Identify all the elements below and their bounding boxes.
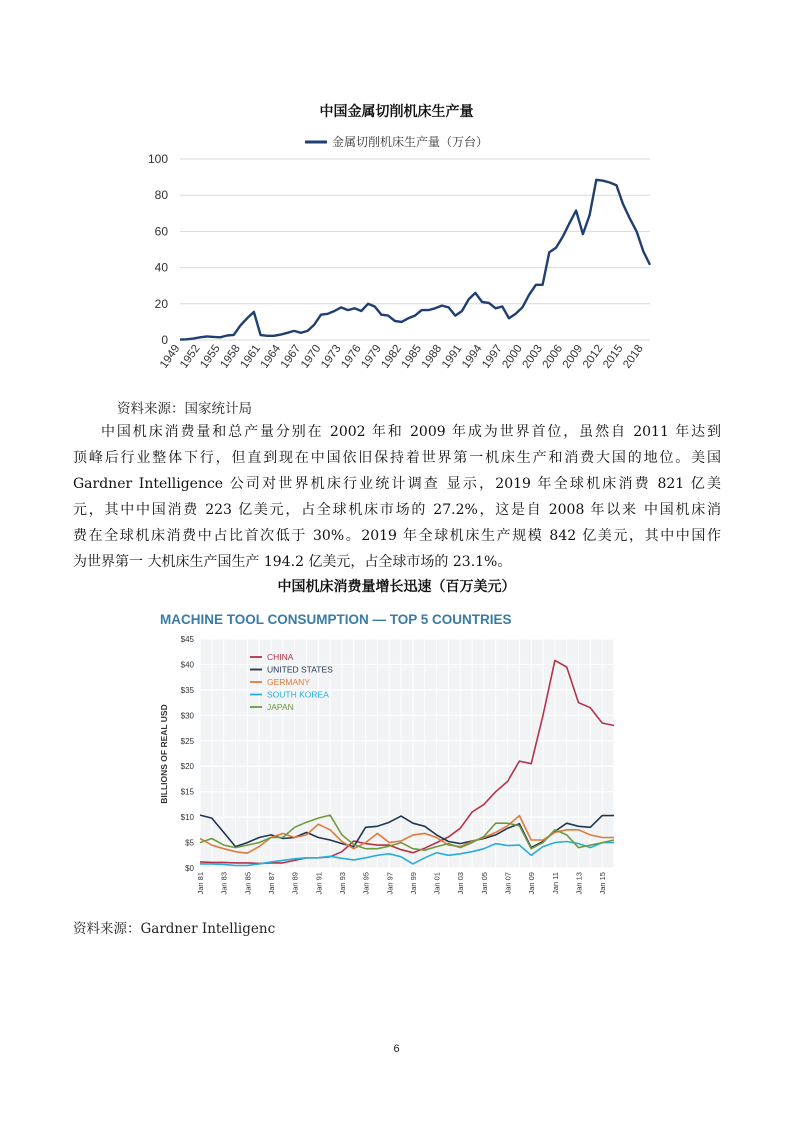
chart1-x-tick-label: 2018	[621, 342, 646, 371]
chart1-y-ticks	[148, 152, 168, 347]
chart1-x-tick-label: 1967	[278, 342, 304, 371]
chart2-x-tick-label: Jan 09	[527, 872, 537, 895]
chart1-x-tick-label: 2015	[601, 342, 626, 371]
chart1-x-ticks	[158, 342, 646, 370]
chart2-x-tick-label: Jan 01	[432, 872, 442, 895]
chart1-x-tick-label: 1988	[419, 342, 445, 371]
chart2-x-tick-label: Jan 13	[574, 872, 584, 895]
chart2-x-tick-label: Jan 05	[479, 872, 489, 895]
chart2-legend-label: SOUTH KOREA	[267, 689, 329, 700]
body-line: 顶峰后行业整体下行，但直到现在中国依旧保持着世界第一机床生产和消费大国的地位。美国	[73, 450, 721, 466]
chart1-x-tick-label: 1961	[238, 342, 264, 371]
chart1-x-tick-label: 2012	[580, 342, 606, 371]
chart2-x-tick-label: Jan 11	[550, 872, 560, 894]
body-line: 费在全球机床消费中占比首次低于 30%。2019 年全球机床生产规模 842 亿美元，其中中国作	[73, 528, 721, 544]
chart1-x-tick-label: 1973	[319, 342, 344, 371]
chart2-y-tick-label: $5	[185, 838, 194, 848]
chart1-x-tick-label: 1952	[178, 342, 203, 371]
chart2-x-tick-label: Jan 83	[219, 872, 229, 895]
body-line: Gardner Intelligence 公司对世界机床行业统计调查 显示，2019 年全球机床消费 821 亿美	[73, 476, 721, 492]
chart1-legend-label: 金属切削机床生产量（万台）	[332, 135, 489, 149]
chart1-x-tick-label: 1970	[298, 342, 324, 371]
chart1-x-tick-label: 1955	[198, 342, 223, 371]
chart1-y-tick-label: 80	[154, 188, 168, 203]
chart1-source: 资料来源：国家统计局	[117, 401, 252, 417]
chart2-x-tick-label: Jan 95	[361, 872, 371, 895]
body-line: 元，其中中国消费 223 亿美元，占全球机床市场的 27.2%，这是自 2008 年以来 中国机床消	[73, 502, 721, 518]
chart1-gridlines	[180, 159, 650, 340]
chart2-y-tick-label: $10	[180, 813, 194, 823]
chart2-y-tick-label: $20	[180, 762, 194, 772]
chart2-x-tick-label: Jan 15	[598, 872, 608, 895]
chart1-x-tick-label: 2003	[520, 342, 546, 371]
chart2-x-tick-label: Jan 07	[503, 872, 513, 895]
chart1-legend	[305, 134, 488, 149]
chart2-y-tick-label: $30	[180, 711, 194, 721]
chart2-y-tick-label: $35	[180, 685, 194, 695]
chart2-legend-label: GERMANY	[267, 677, 310, 687]
chart2-inner-title: MACHINE TOOL CONSUMPTION — TOP 5 COUNTRIES	[160, 612, 512, 627]
chart1-x-tick-label: 1994	[460, 342, 485, 371]
chart1-x-tick-label: 1982	[379, 342, 405, 371]
chart2-y-tick-label: $45	[180, 635, 194, 644]
chart1-title: 中国金属切削机床生产量	[319, 104, 474, 120]
chart1-y-tick-label: 60	[154, 224, 168, 239]
chart2-title: 中国机床消费量增长迅速（百万美元）	[277, 579, 516, 595]
chart2-x-tick-label: Jan 97	[385, 872, 395, 895]
chart1-y-tick-label: 20	[154, 296, 168, 311]
chart2-x-tick-label: Jan 81	[196, 872, 205, 895]
chart1-production-line-chart	[120, 128, 660, 380]
chart1-x-tick-label: 1991	[439, 342, 465, 371]
chart2-x-tick-label: Jan 93	[337, 872, 347, 895]
chart1-y-tick-label: 100	[147, 152, 168, 166]
chart1-y-tick-label: 0	[161, 333, 168, 347]
chart2-source: 资料来源：Gardner Intelligenc	[73, 921, 276, 937]
chart2-consumption-line-chart	[150, 604, 620, 900]
chart2-y-tick-label: $0	[185, 864, 194, 873]
chart1-x-tick-label: 1997	[480, 342, 505, 371]
chart1-series-line	[180, 180, 650, 340]
page-number: 6	[393, 1043, 400, 1055]
chart1-x-tick-label: 1949	[157, 342, 183, 371]
chart2-x-tick-label: Jan 85	[243, 872, 253, 895]
chart2-x-tick-label: Jan 89	[290, 872, 300, 895]
body-line: 中国机床消费量和总产量分别在 2002 年和 2009 年成为世界首位，虽然自 2011 年达到	[101, 424, 721, 440]
chart1-x-tick-label: 2009	[560, 342, 586, 371]
chart1-x-tick-label: 2000	[500, 342, 525, 371]
chart2-y-axis-label: BILLIONS OF REAL USD	[159, 704, 169, 804]
body-paragraph	[73, 419, 721, 575]
chart1-x-tick-label: 1976	[339, 342, 364, 371]
chart2-x-tick-label: Jan 87	[266, 872, 276, 895]
chart1-x-tick-label: 1979	[359, 342, 384, 371]
chart1-x-tick-label: 1985	[399, 342, 425, 371]
chart2-x-tick-label: Jan 91	[314, 872, 324, 895]
chart1-x-tick-label: 1964	[258, 342, 284, 371]
chart1-x-tick-label: 1958	[218, 342, 243, 371]
chart1-x-tick-label: 2006	[540, 342, 566, 371]
chart2-y-tick-label: $40	[180, 660, 194, 670]
chart2-legend-label: CHINA	[267, 652, 294, 662]
chart2-legend-label: JAPAN	[267, 702, 294, 712]
chart1-y-tick-label: 40	[154, 260, 168, 275]
chart2-legend-label: UNITED STATES	[267, 664, 333, 675]
chart2-x-tick-label: Jan 99	[408, 872, 418, 895]
chart2-y-tick-label: $25	[180, 736, 194, 746]
chart2-y-tick-label: $15	[180, 787, 194, 797]
chart2-x-tick-label: Jan 03	[456, 872, 466, 895]
body-line: 为世界第一 大机床生产国生产 194.2 亿美元，占全球市场的 23.1%。	[73, 554, 512, 570]
